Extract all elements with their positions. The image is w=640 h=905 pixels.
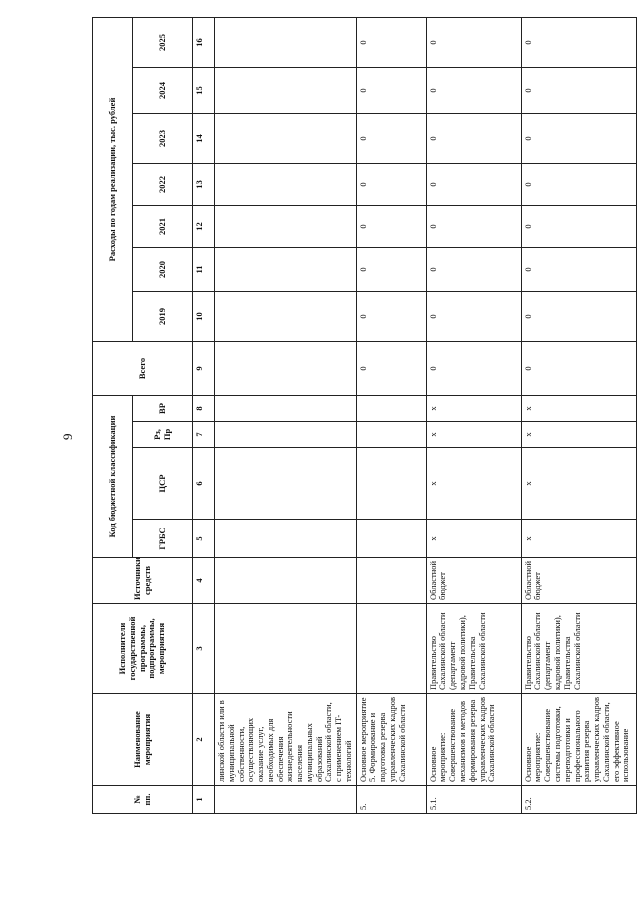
row-year-value: 0 <box>426 164 521 206</box>
row-year-value <box>215 164 357 206</box>
row-rzpr: x <box>426 422 521 448</box>
row-vr <box>356 396 426 422</box>
row-executor: Правительство Сахалинской области (департамент кадровой политики), Правительства Сахалинской области <box>426 604 521 694</box>
column-number: 8 <box>193 396 215 422</box>
row-year-value <box>215 248 357 292</box>
column-number: 14 <box>193 114 215 164</box>
header-year-2024: 2024 <box>133 68 193 114</box>
row-rzpr <box>356 422 426 448</box>
row-executor: Правительство Сахалинской области (департамент кадровой политики), Правительства Сахалинской области <box>521 604 636 694</box>
row-year-value: 0 <box>521 114 636 164</box>
row-csr <box>356 448 426 520</box>
row-vr: x <box>521 396 636 422</box>
row-year-value: 0 <box>426 68 521 114</box>
row-year-value: 0 <box>356 68 426 114</box>
row-csr: x <box>426 448 521 520</box>
row-vr: x <box>426 396 521 422</box>
header-year-2025: 2025 <box>133 17 193 67</box>
row-year-value: 0 <box>521 17 636 67</box>
row-year-value: 0 <box>356 292 426 342</box>
column-number-row <box>193 17 215 813</box>
row-source <box>215 558 357 604</box>
row-year-value <box>215 292 357 342</box>
row-year-value: 0 <box>521 206 636 248</box>
row-year-value: 0 <box>521 292 636 342</box>
rotated-table-wrapper <box>92 33 631 814</box>
header-csr: ЦСР <box>133 448 193 520</box>
header-no: № пп. <box>93 786 193 814</box>
header-source: Источники средств <box>93 558 193 604</box>
row-vr <box>215 396 357 422</box>
row-name: Основное мероприятие: Совершенствование механизмов и методов формирования резерва управленческих кадров Сахалинской области <box>426 694 521 786</box>
row-name: линской области или в муниципальной собственности, осуществляющих оказание услуг, необходимых для обеспечения жизнедеятельности населения муниципальных образований Сахалинской области, с применением IT-технологий <box>215 694 357 786</box>
row-year-value <box>215 68 357 114</box>
column-number: 3 <box>193 604 215 694</box>
table-row <box>521 17 636 813</box>
header-executor: Исполнители государственной программы, подпрограммы, мероприятия <box>93 604 193 694</box>
row-year-value: 0 <box>426 17 521 67</box>
row-year-value: 0 <box>426 206 521 248</box>
row-source: Областной бюджет <box>426 558 521 604</box>
column-number: 2 <box>193 694 215 786</box>
column-number: 1 <box>193 786 215 814</box>
row-year-value: 0 <box>356 17 426 67</box>
column-number: 10 <box>193 292 215 342</box>
column-number: 6 <box>193 448 215 520</box>
row-number: 5.2. <box>521 786 636 814</box>
header-vr: ВР <box>133 396 193 422</box>
row-number: 5. <box>356 786 426 814</box>
header-rzpr: Рз, Пр <box>133 422 193 448</box>
header-year-2019: 2019 <box>133 292 193 342</box>
row-total: 0 <box>521 342 636 396</box>
row-executor <box>356 604 426 694</box>
column-number: 4 <box>193 558 215 604</box>
row-year-value: 0 <box>426 292 521 342</box>
header-year-2023: 2023 <box>133 114 193 164</box>
row-year-value <box>215 114 357 164</box>
header-total: Всего <box>93 342 193 396</box>
row-csr: x <box>521 448 636 520</box>
column-number: 16 <box>193 17 215 67</box>
expenses-table <box>92 17 637 814</box>
row-name: Основное мероприятие 5. Формирование и подготовка резерва управленческих кадров Сахалинской области <box>356 694 426 786</box>
row-rzpr <box>215 422 357 448</box>
row-name: Основное мероприятие: Совершенствование системы подготовки, переподготовки и профессионального развития резерва управленческих кадров Сахалинской области, его эффективное использование <box>521 694 636 786</box>
row-year-value: 0 <box>426 248 521 292</box>
column-number: 5 <box>193 520 215 558</box>
column-number: 9 <box>193 342 215 396</box>
column-number: 15 <box>193 68 215 114</box>
row-source: Областной бюджет <box>521 558 636 604</box>
row-year-value: 0 <box>521 248 636 292</box>
row-grbs: x <box>426 520 521 558</box>
row-year-value: 0 <box>356 248 426 292</box>
page-number: 9 <box>60 433 75 440</box>
header-grbs: ГРБС <box>133 520 193 558</box>
column-number: 13 <box>193 164 215 206</box>
row-rzpr: x <box>521 422 636 448</box>
row-total: 0 <box>356 342 426 396</box>
table-row <box>356 17 426 813</box>
row-year-value: 0 <box>426 114 521 164</box>
column-number: 11 <box>193 248 215 292</box>
row-number <box>215 786 357 814</box>
row-grbs <box>215 520 357 558</box>
row-number: 5.1. <box>426 786 521 814</box>
row-total: 0 <box>426 342 521 396</box>
row-year-value: 0 <box>356 114 426 164</box>
header-name: Наименование мероприятия <box>93 694 193 786</box>
header-budget-code: Код бюджетной классификации <box>93 396 133 558</box>
header-expenses: Расходы по годам реализации, тыс. рублей <box>93 17 133 341</box>
row-year-value: 0 <box>521 68 636 114</box>
row-source <box>356 558 426 604</box>
row-year-value <box>215 17 357 67</box>
row-year-value: 0 <box>521 164 636 206</box>
row-year-value: 0 <box>356 206 426 248</box>
row-year-value <box>215 206 357 248</box>
table-row <box>426 17 521 813</box>
row-executor <box>215 604 357 694</box>
row-grbs <box>356 520 426 558</box>
header-year-2021: 2021 <box>133 206 193 248</box>
row-total <box>215 342 357 396</box>
column-number: 7 <box>193 422 215 448</box>
row-csr <box>215 448 357 520</box>
header-year-2022: 2022 <box>133 164 193 206</box>
row-grbs: x <box>521 520 636 558</box>
row-year-value: 0 <box>356 164 426 206</box>
table-row <box>215 17 357 813</box>
column-number: 12 <box>193 206 215 248</box>
header-year-2020: 2020 <box>133 248 193 292</box>
